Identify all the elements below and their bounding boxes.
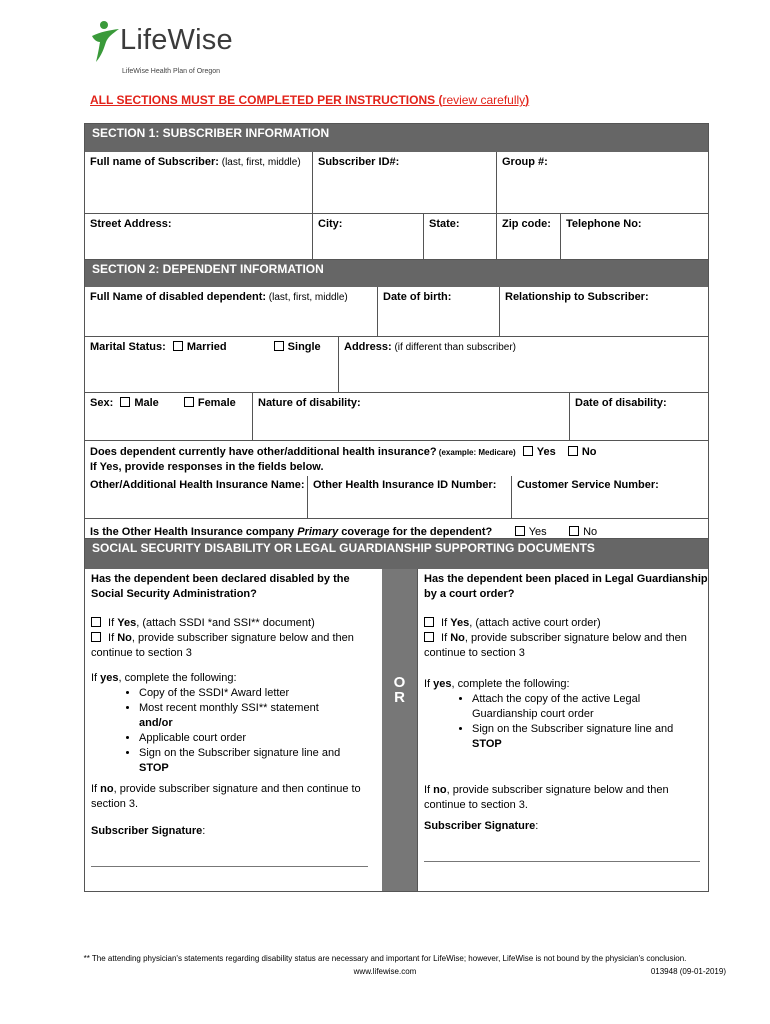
- footnote: ** The attending physician's statements regarding disability status are necessary and important for LifeWise; however, LifeWise is not bound by the physician's conclusion.: [83, 954, 687, 963]
- guardianship-stop: STOP: [472, 738, 502, 750]
- nature-label: Nature of disability:: [258, 397, 361, 409]
- ssa-andor: and/or: [139, 717, 173, 729]
- dependent-disability-form: [84, 123, 709, 892]
- male-checkbox[interactable]: [120, 397, 130, 407]
- guardianship-if-no: [424, 783, 708, 813]
- ssa-if-yes-post: , complete the following:: [118, 672, 237, 684]
- married-label: Married: [186, 341, 227, 353]
- other-insurance-example: (example: Medicare): [436, 448, 516, 457]
- supporting-documents-header: SOCIAL SECURITY DISABILITY OR LEGAL GUARDIANSHIP SUPPORTING DOCUMENTS: [85, 538, 708, 569]
- primary-yes-label: Yes: [528, 526, 547, 538]
- full-name-label: Full name of Subscriber:: [90, 156, 219, 168]
- female-checkbox[interactable]: [184, 397, 194, 407]
- guardianship-bullet-attach: • Attach the copy of the active Legal Guardianship court order: [472, 692, 708, 722]
- marital-status-field: [85, 337, 338, 392]
- ssa-checklist: [91, 686, 382, 716]
- subscriber-id-label: Subscriber ID#:: [318, 156, 400, 168]
- dob-label: Date of birth:: [383, 291, 452, 303]
- ssa-bullet-ssi-statement: • Most recent monthly SSI** statement: [139, 701, 382, 716]
- ssa-bullet-award-letter: • Copy of the SSDI* Award letter: [139, 686, 382, 701]
- subscriber-id-field[interactable]: [312, 152, 496, 213]
- other-insurance-question: [85, 440, 708, 476]
- nature-of-disability-field[interactable]: [252, 393, 569, 440]
- ssa-signature-label: [91, 824, 382, 839]
- guardianship-yes-option: If Yes, (attach active court order): [424, 616, 708, 631]
- dependent-name-label: Full Name of disabled dependent:: [90, 291, 267, 303]
- ssa-yes-text: , (attach SSDI *and SSI** document): [136, 617, 315, 629]
- relationship-label: Relationship to Subscriber:: [505, 291, 649, 303]
- logo-wordmark: LifeWise: [120, 24, 233, 56]
- city-field[interactable]: [312, 214, 423, 259]
- guardianship-if-no-bold: no: [433, 784, 447, 796]
- ssa-if-no: [91, 782, 382, 812]
- guardianship-if-yes-pre: If: [424, 678, 434, 690]
- zip-field[interactable]: [496, 214, 560, 259]
- or-letter-o: O: [393, 674, 406, 691]
- married-checkbox[interactable]: [173, 341, 183, 351]
- guardianship-no-bold: No: [450, 632, 465, 644]
- other-insurance-row: [85, 476, 708, 518]
- city-label: City:: [318, 218, 343, 230]
- single-label: Single: [287, 341, 321, 353]
- full-name-field[interactable]: [85, 152, 312, 213]
- ssa-stop: STOP: [139, 762, 169, 774]
- guardianship-signature-label: [424, 819, 708, 834]
- other-insurance-yes-label: Yes: [536, 446, 556, 458]
- dob-field[interactable]: [377, 287, 499, 336]
- ssa-signature-line[interactable]: [91, 865, 368, 867]
- ssa-if-no-pre: If: [91, 783, 101, 795]
- customer-service-field[interactable]: [511, 476, 708, 518]
- guardianship-yes-bold: Yes: [450, 617, 470, 629]
- ssa-no-option: If No, provide subscriber signature below and then continue to section 3: [91, 632, 354, 659]
- sex-disability-row: [85, 392, 708, 440]
- primary-no-checkbox[interactable]: [569, 526, 579, 536]
- guardianship-if-yes: [424, 677, 708, 692]
- notice-close: ): [525, 93, 530, 107]
- dependent-name-row: [85, 287, 708, 336]
- subscriber-name-row: [85, 152, 708, 213]
- dod-label: Date of disability:: [575, 397, 667, 409]
- dependent-address-field[interactable]: [338, 337, 708, 392]
- group-field[interactable]: [496, 152, 708, 213]
- guardianship-checklist: [424, 692, 708, 737]
- guardianship-signature-line[interactable]: [424, 860, 700, 862]
- ssa-sig-label: Subscriber Signature: [91, 825, 203, 837]
- ssa-if-yes: [91, 671, 382, 686]
- if-yes-instruction: If Yes, provide responses in the fields below.: [90, 461, 324, 473]
- guardianship-question: Has the dependent been placed in Legal Guardianship by a court order?: [424, 573, 708, 600]
- primary-yes-checkbox[interactable]: [515, 526, 525, 536]
- logo-tagline: LifeWise Health Plan of Oregon: [122, 68, 221, 75]
- ssa-if-yes-bold: yes: [100, 672, 119, 684]
- single-checkbox[interactable]: [274, 341, 284, 351]
- other-insurance-no-label: No: [581, 446, 597, 458]
- guardianship-if-no-post: , provide subscriber signature below and then continue to section 3.: [424, 784, 669, 811]
- guardianship-if-yes-bold: yes: [433, 678, 452, 690]
- state-field[interactable]: [423, 214, 496, 259]
- primary-question-part2: coverage for the dependent?: [338, 526, 493, 538]
- guardianship-no-checkbox[interactable]: [424, 632, 434, 642]
- ssa-bullet-court-order: • Applicable court order: [139, 731, 382, 746]
- primary-question-part1: Is the Other Health Insurance company: [90, 526, 298, 538]
- dependent-name-field[interactable]: [85, 287, 377, 336]
- guardianship-if-no-pre: If: [424, 784, 434, 796]
- guardianship-yes-text: , (attach active court order): [469, 617, 601, 629]
- group-label: Group #:: [502, 156, 548, 168]
- or-letter-r: R: [394, 689, 405, 706]
- primary-no-label: No: [583, 526, 598, 538]
- other-insurance-line: [90, 445, 708, 460]
- other-insurance-name-label: Other/Additional Health Insurance Name:: [90, 479, 305, 491]
- supporting-documents-body: [85, 569, 708, 891]
- other-insurance-name-field[interactable]: [85, 476, 307, 518]
- ssa-yes-option: If Yes, (attach SSDI *and SSI** document): [91, 616, 382, 631]
- marital-address-row: [85, 336, 708, 392]
- zip-label: Zip code:: [502, 218, 551, 230]
- lifewise-logo: [90, 20, 290, 82]
- guardianship-yes-checkbox[interactable]: [424, 617, 434, 627]
- section-1-header: SECTION 1: SUBSCRIBER INFORMATION: [85, 124, 708, 152]
- primary-coverage-row: [85, 518, 708, 538]
- ssa-yes-bold: Yes: [117, 617, 137, 629]
- ssa-yes-checkbox[interactable]: [91, 617, 101, 627]
- guardianship-sig-colon: :: [535, 820, 539, 832]
- sex-label: Sex:: [90, 397, 114, 409]
- full-name-note: (last, first, middle): [218, 157, 301, 168]
- street-address-field[interactable]: [85, 214, 312, 259]
- ssa-if-yes-pre: If: [91, 672, 101, 684]
- ssa-question: Has the dependent been declared disabled by the Social Security Administration?: [91, 573, 350, 600]
- other-insurance-yes-checkbox[interactable]: [523, 446, 533, 456]
- other-insurance-question-text: Does dependent currently have other/additional health insurance?: [90, 446, 437, 458]
- guardianship-no-option: If No, provide subscriber signature below and then continue to section 3: [424, 632, 687, 659]
- ssa-if-no-bold: no: [100, 783, 114, 795]
- sex-field: [85, 393, 252, 440]
- customer-service-label: Customer Service Number:: [517, 479, 659, 491]
- dependent-name-note: (last, first, middle): [266, 292, 348, 303]
- telephone-label: Telephone No:: [566, 218, 642, 230]
- ssa-bullet-sign: • Sign on the Subscriber signature line and: [139, 746, 382, 761]
- primary-question-emphasis: Primary: [297, 526, 339, 538]
- street-label: Street Address:: [90, 218, 172, 230]
- female-label: Female: [197, 397, 236, 409]
- ssa-no-bold: No: [117, 632, 132, 644]
- other-insurance-id-field[interactable]: [307, 476, 511, 518]
- other-insurance-id-label: Other Health Insurance ID Number:: [313, 479, 497, 491]
- lifewise-figure-icon: [90, 20, 122, 64]
- or-divider: [382, 569, 417, 891]
- ssa-sig-colon: :: [202, 825, 206, 837]
- footer-url: www.lifewise.com: [353, 967, 417, 976]
- notice-soft: review carefully: [442, 93, 526, 107]
- telephone-field[interactable]: [560, 214, 708, 259]
- male-label: Male: [134, 397, 159, 409]
- guardianship-sig-label: Subscriber Signature: [424, 820, 536, 832]
- address-label: Address:: [344, 341, 392, 353]
- state-label: State:: [429, 218, 460, 230]
- other-insurance-no-checkbox[interactable]: [568, 446, 578, 456]
- ssa-if-no-post: , provide subscriber signature and then continue to section 3.: [91, 783, 361, 810]
- date-of-disability-field[interactable]: [569, 393, 708, 440]
- instructions-notice: [90, 93, 529, 107]
- form-number: 013948 (09-01-2019): [650, 967, 726, 976]
- guardianship-column: [417, 569, 708, 891]
- guardianship-no-text: , provide subscriber signature below and then continue to section 3: [424, 632, 687, 659]
- ssa-no-checkbox[interactable]: [91, 632, 101, 642]
- ssa-no-text: , provide subscriber signature below and then continue to section 3: [91, 632, 354, 659]
- notice-main: ALL SECTIONS MUST BE COMPLETED PER INSTRUCTIONS (: [90, 93, 443, 107]
- relationship-field[interactable]: [499, 287, 708, 336]
- address-note: (if different than subscriber): [391, 342, 517, 353]
- guardianship-if-yes-post: , complete the following:: [451, 678, 570, 690]
- ssa-column: [85, 569, 382, 891]
- marital-label: Marital Status:: [90, 341, 166, 353]
- ssa-checklist-2: [91, 731, 382, 761]
- subscriber-address-row: [85, 213, 708, 259]
- guardianship-bullet-sign: • Sign on the Subscriber signature line and: [472, 722, 708, 737]
- section-2-header: SECTION 2: DEPENDENT INFORMATION: [85, 259, 708, 287]
